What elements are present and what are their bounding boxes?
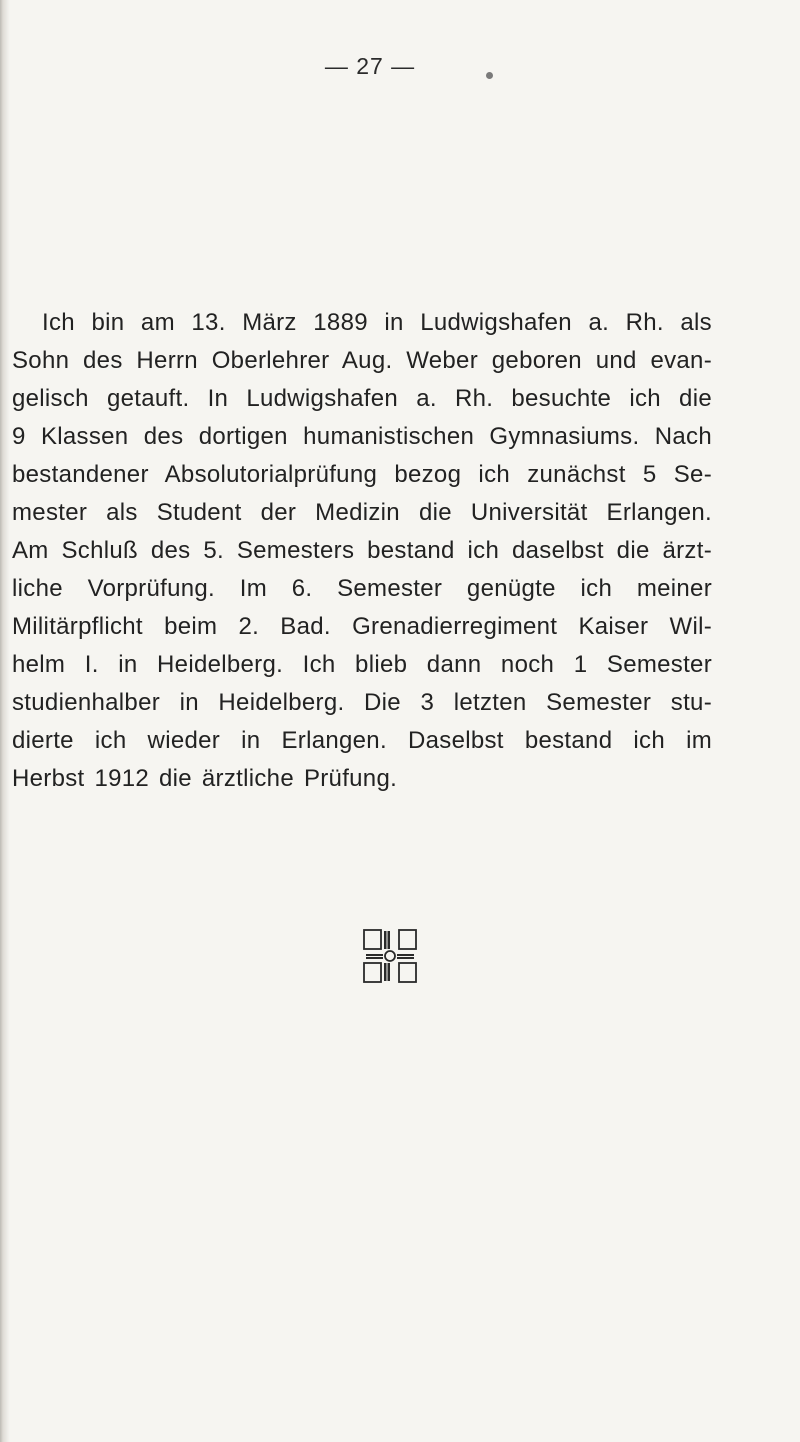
- printers-ornament-icon: [362, 928, 418, 984]
- text-line: bestandener Absolutorialprüfung bezog ich zunächst 5 Se-: [12, 461, 712, 488]
- page-spine-shadow: [0, 0, 10, 1442]
- text-line: 9 Klassen des dortigen humanistischen Gymnasiums. Nach: [12, 423, 712, 450]
- ink-speck: [486, 72, 493, 79]
- text-line: Am Schluß des 5. Semesters bestand ich daselbst die ärzt-: [12, 537, 712, 564]
- text-line-last: Herbst 1912 die ärztliche Prüfung.: [12, 765, 398, 792]
- page-number: — 27 —: [324, 53, 416, 79]
- text-line: gelisch getauft. In Ludwigshafen a. Rh. besuchte ich die: [12, 385, 712, 412]
- text-line: Militärpflicht beim 2. Bad. Grenadierregiment Kaiser Wil-: [12, 613, 712, 640]
- text-line: helm I. in Heidelberg. Ich blieb dann noch 1 Semester: [12, 651, 712, 678]
- text-line: mester als Student der Medizin die Universität Erlangen.: [12, 499, 712, 526]
- text-line: dierte ich wieder in Erlangen. Daselbst bestand ich im: [12, 727, 712, 754]
- text-line: liche Vorprüfung. Im 6. Semester genügte ich meiner: [12, 575, 712, 602]
- text-line: Sohn des Herrn Oberlehrer Aug. Weber geboren und evan-: [12, 347, 712, 374]
- text-line: Ich bin am 13. März 1889 in Ludwigshafen a. Rh. als: [42, 309, 712, 336]
- text-line: studienhalber in Heidelberg. Die 3 letzten Semester stu-: [12, 689, 712, 716]
